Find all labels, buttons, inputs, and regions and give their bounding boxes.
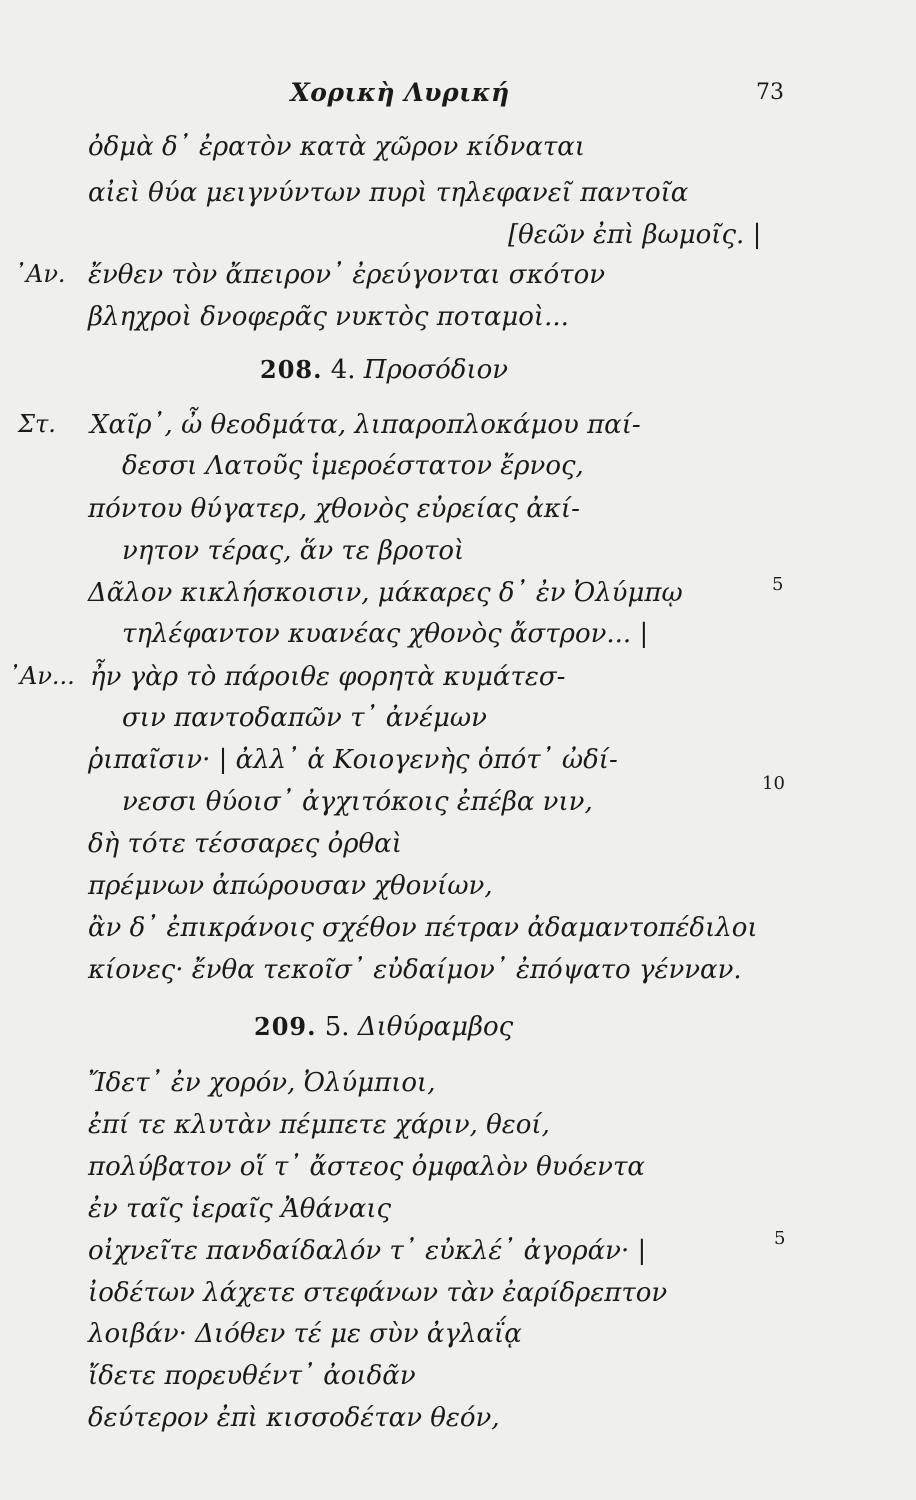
verse-line: ἔνθεν τὸν ἄπειρον᾽ ἐρεύγονται σκότον <box>88 260 606 290</box>
verse-line: δεύτερον ἐπὶ κισσοδέταν θεόν, <box>88 1403 500 1433</box>
speaker-marker-antistrophe: ᾽Αν. <box>14 260 66 288</box>
section-number: 209. <box>254 1012 317 1041</box>
verse-line: σιν παντοδαπῶν τ᾽ ἀνέμων <box>122 703 487 733</box>
verse-line: ἦν γὰρ τὸ πάροιθε φορητὰ κυμάτεσ- <box>90 662 566 692</box>
section-title: Προσόδιον <box>363 355 509 385</box>
verse-line: πόντου θύγατερ, χθονὸς εὐρείας ἀκί- <box>88 494 580 524</box>
section-heading-209 <box>254 1014 513 1040</box>
verse-line: ἴδετε πορευθέντ᾽ ἀοιδᾶν <box>88 1361 416 1391</box>
verse-line: πολύβατον οἵ τ᾽ ἄστεος ὀμφαλὸν θυόεντα <box>88 1152 645 1182</box>
verse-line: δεσσι Λατοῦς ἱμεροέστατον ἔρνος, <box>122 451 584 481</box>
verse-line: αἰεὶ θύα μειγνύντων πυρὶ τηλεφανεῖ παντοῖα <box>88 178 689 208</box>
verse-line: τηλέφαντον κυανέας χθονὸς ἄστρον... | <box>122 619 649 649</box>
verse-line: Δᾶλον κικλήσκοισιν, μάκαρες δ᾽ ἐν Ὀλύμπῳ <box>88 578 683 608</box>
line-number: 5 <box>774 1228 786 1249</box>
page-number: 73 <box>756 80 784 105</box>
section-number: 208. <box>260 355 323 384</box>
verse-line: ἰοδέτων λάχετε στεφάνων τὰν ἐαρίδρεπτον <box>88 1278 668 1308</box>
verse-line: λοιβάν· Διόθεν τέ με σὺν ἀγλαΐᾳ <box>88 1319 522 1349</box>
verse-line: κίονες· ἔνθα τεκοῖσ᾽ εὐδαίμον᾽ ἐπόψατο γένναν. <box>88 955 742 985</box>
verse-line: βληχροὶ δνοφερᾶς νυκτὸς ποταμοὶ... <box>88 302 569 332</box>
running-head-title: Χορικὴ Λυρική <box>290 78 510 107</box>
section-ordinal: 4. <box>330 355 356 385</box>
verse-line: Χαῖρ᾽, ὦ θεοδμάτα, λιπαροπλοκάμου παί- <box>90 410 641 440</box>
line-number: 10 <box>762 773 785 794</box>
verse-line: ἐν ταῖς ἱεραῖς Ἀθάναις <box>88 1194 392 1224</box>
verse-line: νητον τέρας, ἅν τε βροτοὶ <box>122 536 465 566</box>
section-title: Διθύραμβος <box>357 1012 514 1042</box>
section-heading-208 <box>260 357 508 383</box>
section-ordinal: 5. <box>324 1012 350 1042</box>
verse-line: δὴ τότε τέσσαρες ὀρθαὶ <box>88 829 402 859</box>
verse-line: ῥιπαῖσιν· | ἀλλ᾽ ἁ Κοιογενὴς ὁπότ᾽ ὠδί- <box>88 745 618 775</box>
speaker-marker-antistrophe: ᾽Αν... <box>8 662 75 690</box>
verse-line: οἰχνεῖτε πανδαίδαλόν τ᾽ εὐκλέ᾽ ἀγοράν· | <box>88 1236 647 1266</box>
line-number: 5 <box>772 574 784 595</box>
verse-line: πρέμνων ἀπώρουσαν χθονίων, <box>88 871 493 901</box>
verse-line: Ἴδετ᾽ ἐν χορόν, Ὀλύμπιοι, <box>88 1068 436 1098</box>
verse-line: [θεῶν ἐπὶ βωμοῖς. | <box>508 220 762 250</box>
verse-line: ἂν δ᾽ ἐπικράνοις σχέθον πέτραν ἀδαμαντοπέδιλοι <box>88 913 758 943</box>
verse-line: ἐπί τε κλυτὰν πέμπετε χάριν, θεοί, <box>88 1110 550 1140</box>
verse-line: νεσσι θύοισ᾽ ἀγχιτόκοις ἐπέβα νιν, <box>122 787 593 817</box>
speaker-marker-strophe: Στ. <box>18 410 56 438</box>
verse-line: ὀδμὰ δ᾽ ἐρατὸν κατὰ χῶρον κίδναται <box>88 132 586 162</box>
